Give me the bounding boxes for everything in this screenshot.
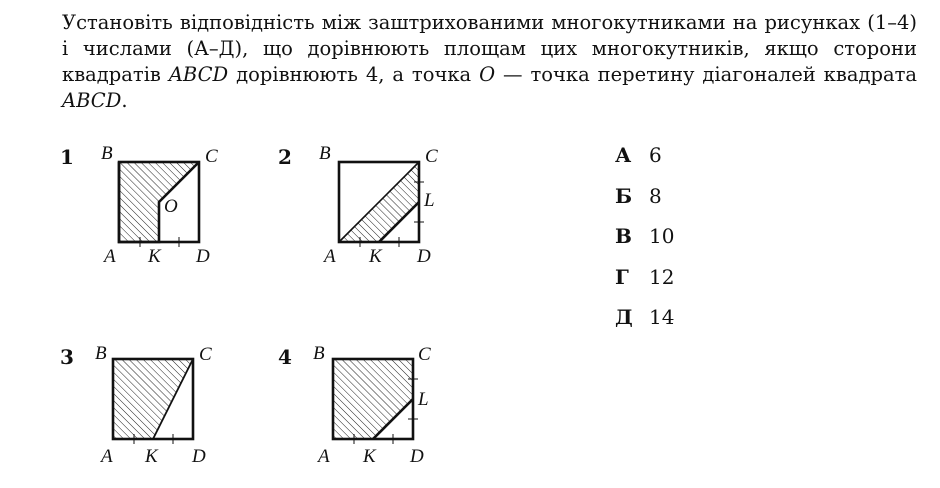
figure-3-label-b: B bbox=[95, 343, 107, 364]
answer-letter: Б bbox=[615, 183, 633, 208]
square-name: ABCD bbox=[62, 89, 122, 112]
figure-1-number: 1 bbox=[60, 145, 74, 169]
answer-value: 10 bbox=[649, 224, 675, 248]
answer-option bbox=[615, 223, 674, 264]
figure-2-label-d: D bbox=[417, 246, 431, 267]
answer-options bbox=[615, 142, 674, 345]
answer-value: 12 bbox=[649, 264, 675, 289]
problem-text-4: . bbox=[121, 89, 128, 112]
answer-letter: В bbox=[615, 224, 632, 248]
figure-2-diagram bbox=[320, 150, 440, 260]
figure-4-label-l: L bbox=[418, 389, 429, 410]
figure-4-shaded-region bbox=[333, 359, 413, 439]
problem-text-1: Установіть відповідність між заштрихованими многокутниками на рисунках (1–4) і числами (А–Д), що дорівнюють площам цих многокутників, якщо сторони квадратів bbox=[62, 11, 917, 86]
figure-1-diagram bbox=[100, 150, 220, 260]
square-name: ABCD bbox=[168, 63, 229, 86]
answer-option bbox=[615, 142, 674, 183]
figure-3-number: 3 bbox=[60, 345, 74, 369]
answer-letter: Г bbox=[615, 264, 629, 289]
figure-3-label-d: D bbox=[192, 446, 206, 467]
answer-option bbox=[615, 264, 674, 305]
answer-letter: Д bbox=[615, 305, 633, 329]
figure-2-label-c: C bbox=[425, 146, 438, 167]
figure-4-label-k: K bbox=[363, 446, 376, 467]
problem-text-3: — точка перетину діагоналей квадрата bbox=[495, 63, 917, 86]
answer-option bbox=[615, 304, 674, 345]
figure-1-label-c: C bbox=[205, 146, 218, 167]
problem-statement bbox=[62, 10, 917, 114]
figure-2-label-b: B bbox=[319, 143, 331, 164]
answer-option bbox=[615, 183, 674, 224]
figure-4-label-b: B bbox=[313, 343, 325, 364]
figure-2-number: 2 bbox=[278, 145, 292, 169]
point-o-name: O bbox=[479, 63, 496, 86]
figure-3-label-a: A bbox=[101, 446, 113, 467]
answer-letter: А bbox=[615, 143, 632, 167]
figure-3-shaded-region bbox=[113, 359, 193, 439]
figure-1-label-a: A bbox=[104, 246, 116, 267]
figure-2-label-l: L bbox=[424, 190, 435, 211]
figure-3-label-c: C bbox=[199, 344, 212, 365]
figure-1-label-k: K bbox=[148, 246, 161, 267]
figure-3-diagram bbox=[94, 346, 214, 456]
figure-4-diagram bbox=[314, 346, 434, 456]
figure-1-label-d: D bbox=[196, 246, 210, 267]
figure-1-label-o: O bbox=[164, 196, 178, 217]
answer-value: 8 bbox=[649, 183, 662, 208]
figure-4-number: 4 bbox=[278, 345, 292, 369]
figure-2-label-k: K bbox=[369, 246, 382, 267]
figure-4-label-d: D bbox=[410, 446, 424, 467]
answer-value: 6 bbox=[649, 143, 662, 167]
figure-3-label-k: K bbox=[145, 446, 158, 467]
figure-4-label-a: A bbox=[318, 446, 330, 467]
figure-4-label-c: C bbox=[418, 344, 431, 365]
figure-1-label-b: B bbox=[101, 143, 113, 164]
figure-2-label-a: A bbox=[324, 246, 336, 267]
answer-value: 14 bbox=[649, 305, 675, 329]
problem-text-2: дорівнюють 4, а точка bbox=[228, 63, 480, 86]
